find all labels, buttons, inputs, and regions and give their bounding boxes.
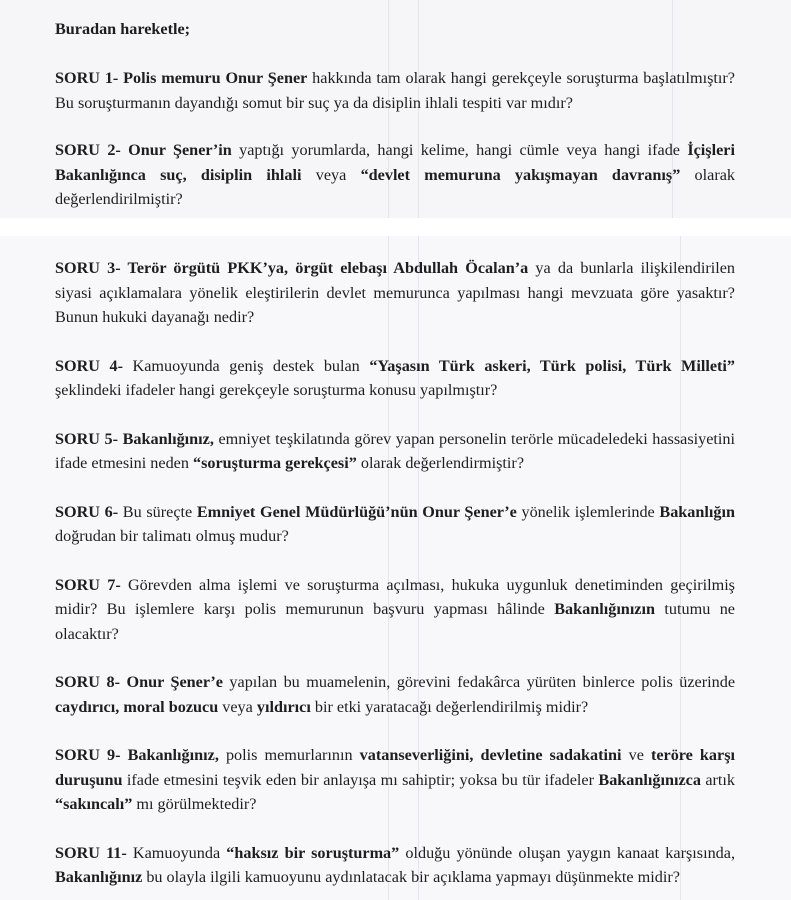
bold-text: Bakanlığınızın xyxy=(554,600,655,618)
bold-text: Bakanlığın xyxy=(659,502,735,521)
text: olduğu yönünde oluşan yaygın kanaat karşısında, xyxy=(399,843,735,862)
bold-text: SORU 5- Bakanlığınız, xyxy=(55,429,214,448)
question-list-top xyxy=(55,66,735,212)
section-heading: Buradan hareketle; xyxy=(55,20,191,38)
text: mı görülmektedir? xyxy=(132,795,257,813)
question-paragraph xyxy=(55,500,735,549)
text: Kamuoyunda geniş destek bulan xyxy=(122,356,370,375)
text: yapılan bu muamelenin, görevini fedakârca yürüten binlerce polis üzerinde xyxy=(222,673,735,691)
text: ifade etmesini teşvik eden bir anlayışa mı sahiptir; yoksa bu tür ifadeler xyxy=(122,770,599,789)
question-list-bottom xyxy=(55,256,735,890)
bold-text: Emniyet Genel Müdürlüğü’nün Onur Şener’e xyxy=(196,502,517,521)
text: polis memurlarının xyxy=(218,746,360,764)
bold-text: SORU 4- xyxy=(55,356,123,375)
bold-text: “haksız bir soruşturma” xyxy=(226,843,400,862)
bold-text: SORU 11- xyxy=(55,843,127,862)
bold-text: vatanseverliğini, devletine sadakatini xyxy=(359,746,622,764)
bold-text: SORU 9- Bakanlığınız, xyxy=(55,746,219,764)
text: doğrudan bir talimatı olmuş mudur? xyxy=(55,527,289,545)
text: Görevden alma işlemi ve soruşturma açılması, hukuka uygunluk denetiminden geçirilmiş midir? Bu işlemlere karşı polis memurunun başvuru yapması hâlinde xyxy=(55,575,735,618)
text: Bu süreçte xyxy=(118,502,197,521)
question-paragraph xyxy=(55,743,735,817)
bold-text: Bakanlığınızca xyxy=(598,770,701,789)
bold-text: SORU 3- Terör örgütü PKK’ya, örgüt elebaşı Abdullah Öcalan’a xyxy=(55,259,529,277)
question-paragraph xyxy=(55,66,735,115)
text: ya da bunlarla ilişkilendirilen siyasi açıklamalara yönelik eleştirilerin devlet memurunca yapılması hangi mevzuata göre yasaktır? Bunun hukuki dayanağı nedir? xyxy=(55,259,735,326)
question-paragraph xyxy=(55,427,735,476)
bold-text: SORU 2- Onur Şener’in xyxy=(55,141,232,159)
text: yaptığı yorumlarda, hangi kelime, hangi cümle veya hangi ifade xyxy=(231,141,688,159)
question-paragraph xyxy=(55,573,735,647)
question-paragraph xyxy=(55,354,735,403)
document-page-top xyxy=(0,0,791,218)
text: emniyet teşkilatında görev yapan personelin terörle mücadeledeki hassasiyetini ifade etmesini neden xyxy=(55,429,735,472)
bold-text: SORU 6- xyxy=(55,502,119,521)
question-paragraph xyxy=(55,841,735,890)
text: olarak değerlendirmiştir? xyxy=(356,454,524,472)
bold-text: SORU 7- xyxy=(55,575,121,594)
bold-text: SORU 8- Onur Şener’e xyxy=(55,673,223,691)
text: yönelik işlemlerinde xyxy=(516,502,660,521)
bold-text: caydırıcı, moral bozucu xyxy=(55,697,219,716)
text: veya xyxy=(218,697,257,716)
text: bu olayla ilgili kamuoyunu aydınlatacak bir açıklama yapmayı düşünmekte midir? xyxy=(142,868,680,886)
document-page-bottom xyxy=(0,236,791,900)
bold-text: “devlet memuruna yakışmayan davranış” xyxy=(360,165,681,184)
text: hakkında tam olarak hangi gerekçeyle soruşturma başlatılmıştır? Bu soruşturmanın dayandığı somut bir suç ya da disiplin ihlali tespiti var mıdır? xyxy=(55,69,735,112)
text: artık xyxy=(700,770,735,789)
text: şeklindeki ifadeler hangi gerekçeyle soruşturma konusu yapılmıştır? xyxy=(55,381,498,399)
text: veya xyxy=(301,165,361,184)
bold-text: “sakıncalı” xyxy=(55,795,133,813)
text: olarak değerlendirilmiştir? xyxy=(55,165,736,208)
text: bir etki yaratacağı değerlendirilmiş midir? xyxy=(310,697,589,716)
bold-text: yıldırıcı xyxy=(256,697,311,716)
bold-text: Bakanlığınız xyxy=(55,868,143,886)
bold-text: “Yaşasın Türk askeri, Türk polisi, Türk Milleti” xyxy=(369,356,735,375)
text: tutumu ne olacaktır? xyxy=(55,600,735,643)
text: Kamuoyunda xyxy=(126,843,227,862)
question-paragraph xyxy=(55,670,735,719)
bold-text: İçişleri Bakanlığınca suç, disiplin ihlali xyxy=(55,141,735,184)
text: ve xyxy=(621,746,651,764)
bold-text: teröre karşı duruşunu xyxy=(55,746,736,789)
bold-text: SORU 1- Polis memuru Onur Şener xyxy=(55,69,308,87)
bold-text: “soruşturma gerekçesi” xyxy=(193,454,357,472)
question-paragraph xyxy=(55,138,735,212)
question-paragraph xyxy=(55,256,735,330)
